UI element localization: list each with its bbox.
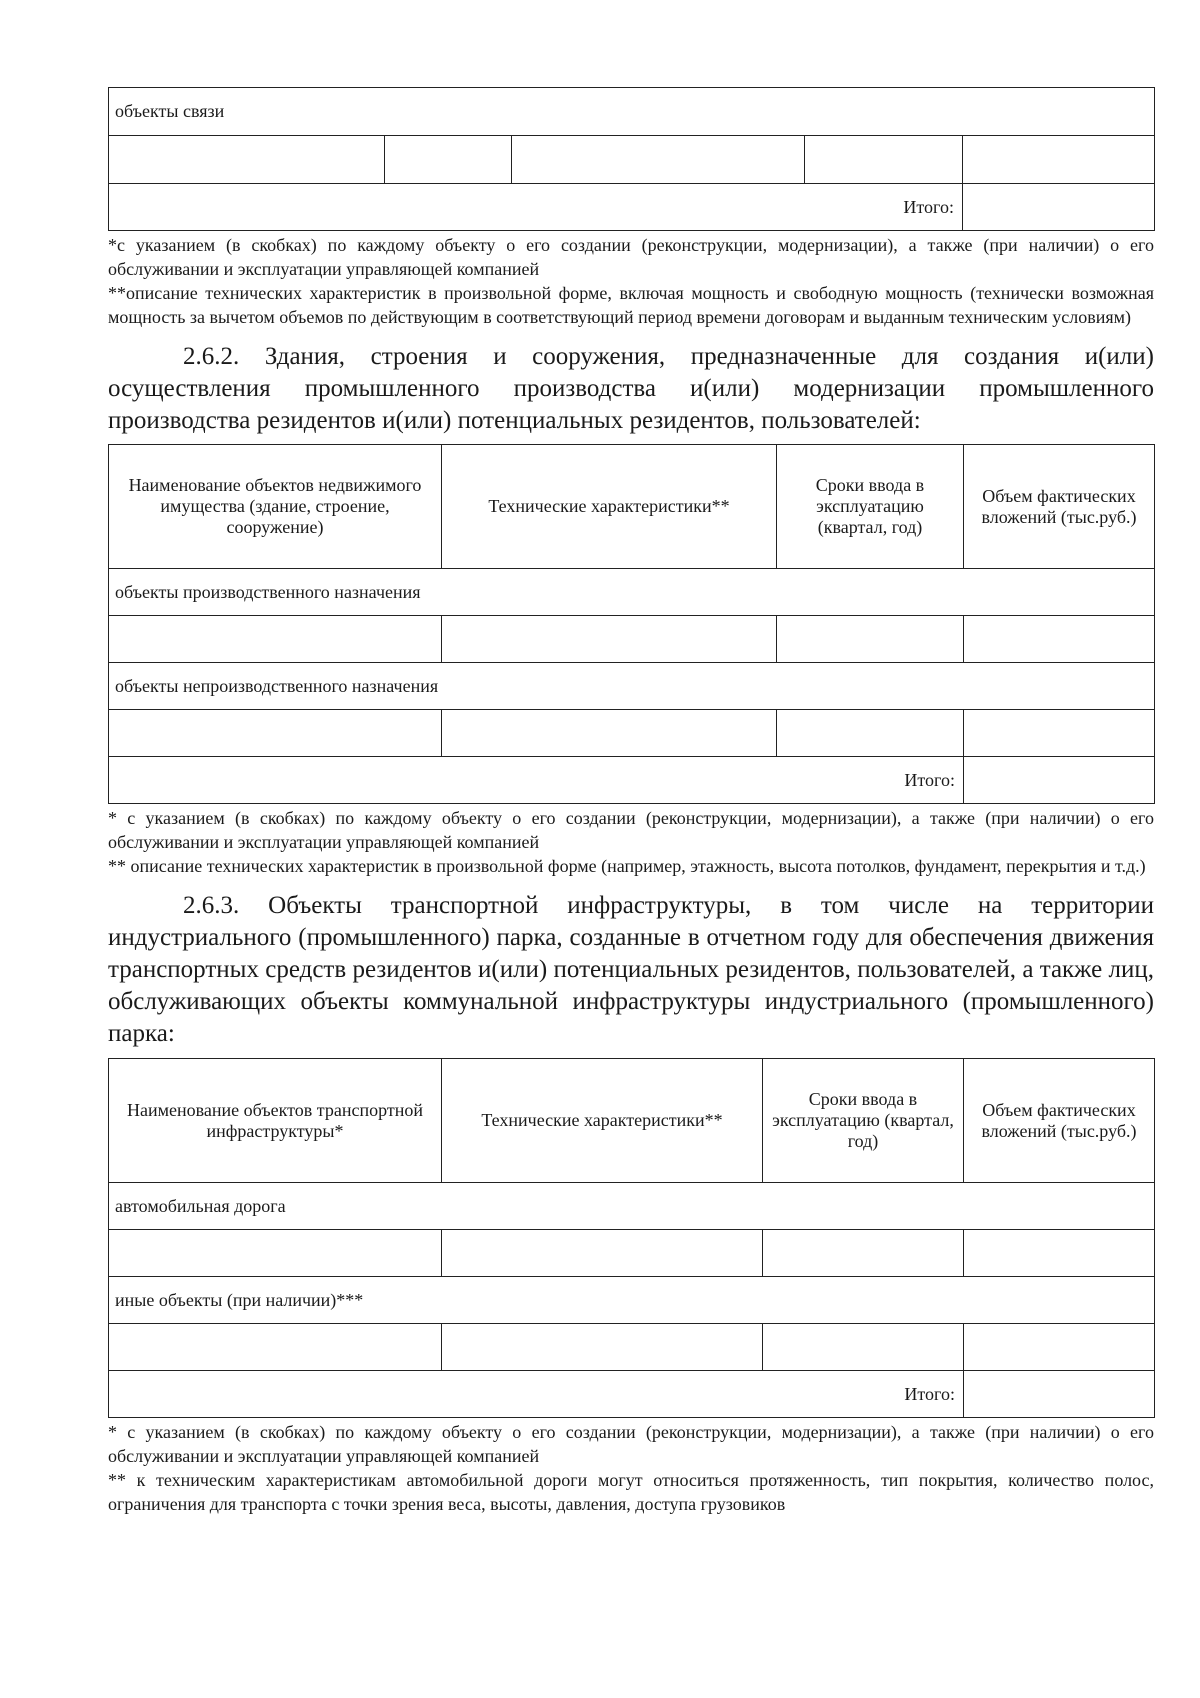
column-header: Наименование объектов недвижимого имущества (здание, строение, сооружение) — [109, 445, 442, 569]
buildings-table — [108, 444, 1155, 804]
table-cell[interactable] — [109, 136, 385, 184]
table-cell[interactable] — [442, 1230, 763, 1277]
table-cell[interactable] — [964, 710, 1155, 757]
table-cell[interactable] — [964, 1324, 1155, 1371]
table-row — [109, 569, 1155, 616]
column-header: Технические характеристики** — [442, 1059, 763, 1183]
table-cell[interactable] — [777, 616, 964, 663]
table-cell[interactable] — [385, 136, 512, 184]
table-row — [109, 663, 1155, 710]
footnote: * с указанием (в скобках) по каждому объекту о его создании (реконструкции, модернизации), а также (при наличии) о его обслуживании и эксплуатации управляющей компанией — [108, 808, 1154, 852]
communication-objects-table — [108, 87, 1155, 231]
table-cell[interactable] — [109, 1324, 442, 1371]
table-row — [109, 88, 1155, 136]
total-value-cell[interactable] — [964, 1371, 1155, 1418]
table-row — [109, 1324, 1155, 1371]
footnote: ** описание технических характеристик в произвольной форме (например, этажность, высота потолков, фундамент, перекрытия и т.д.) — [108, 856, 1146, 876]
footnotes-block-3 — [108, 1420, 1154, 1516]
total-value-cell[interactable] — [964, 757, 1155, 804]
total-label: Итого: — [109, 184, 963, 231]
total-row — [109, 1371, 1155, 1418]
total-row — [109, 184, 1155, 231]
total-value-cell[interactable] — [963, 184, 1155, 231]
category-label: автомобильная дорога — [109, 1183, 1155, 1230]
table-cell[interactable] — [763, 1230, 964, 1277]
table-cell[interactable] — [442, 1324, 763, 1371]
column-header: Объем фактических вложений (тыс.руб.) — [964, 1059, 1155, 1183]
table-cell[interactable] — [442, 616, 777, 663]
category-label: иные объекты (при наличии)*** — [109, 1277, 1155, 1324]
table-row — [109, 1230, 1155, 1277]
table-header-row — [109, 1059, 1155, 1183]
transport-infrastructure-table — [108, 1058, 1155, 1418]
category-label: объекты производственного назначения — [109, 569, 1155, 616]
table-cell[interactable] — [963, 136, 1155, 184]
column-header: Технические характеристики** — [442, 445, 777, 569]
table-cell[interactable] — [763, 1324, 964, 1371]
table-cell[interactable] — [109, 710, 442, 757]
footnotes-block-2 — [108, 806, 1154, 878]
table-row — [109, 616, 1155, 663]
footnote: *с указанием (в скобках) по каждому объекту о его создании (реконструкции, модернизации), а также (при наличии) о его обслуживании и эксплуатации управляющей компанией — [108, 235, 1154, 279]
table-cell[interactable] — [109, 616, 442, 663]
footnote: **описание технических характеристик в произвольной форме, включая мощность и свободную мощность (технически возможная мощность за вычетом объемов по действующим в соответствующий период времени договорам и выданным техническим условиям) — [108, 283, 1154, 327]
total-row — [109, 757, 1155, 804]
table-header-row — [109, 445, 1155, 569]
column-header: Объем фактических вложений (тыс.руб.) — [964, 445, 1155, 569]
footnotes-block-1 — [108, 233, 1154, 329]
footnote: * с указанием (в скобках) по каждому объекту о его создании (реконструкции, модернизации), а также (при наличии) о его обслуживании и эксплуатации управляющей компанией — [108, 1422, 1154, 1466]
category-label: объекты непроизводственного назначения — [109, 663, 1155, 710]
category-label: объекты связи — [109, 88, 1155, 136]
section-2-6-3-text: 2.6.3. Объекты транспортной инфраструктуры, в том числе на территории индустриального (промышленного) парка, созданные в отчетном году для обеспечения движения транспортных средств резидентов и(или) потенциальных резидентов, пользователей, а также лиц, обслуживающих объекты коммунальной инфраструктуры индустриального (промышленного) парка: — [108, 892, 1154, 1047]
column-header: Сроки ввода в эксплуатацию (квартал, год) — [777, 445, 964, 569]
section-2-6-2-text: 2.6.2. Здания, строения и сооружения, предназначенные для создания и(или) осуществления промышленного производства и(или) модернизации промышленного производства резидентов и(или) потенциальных резидентов, пользователей: — [108, 343, 1154, 434]
table-row — [109, 1183, 1155, 1230]
table-cell[interactable] — [512, 136, 805, 184]
table-cell[interactable] — [777, 710, 964, 757]
footnote: ** к техническим характеристикам автомобильной дороги могут относиться протяженность, тип покрытия, количество полос, ограничения для транспорта с точки зрения веса, высоты, давления, доступа грузовиков — [108, 1470, 1154, 1514]
table-row — [109, 1277, 1155, 1324]
total-label: Итого: — [109, 1371, 964, 1418]
column-header: Наименование объектов транспортной инфраструктуры* — [109, 1059, 442, 1183]
table-cell[interactable] — [109, 1230, 442, 1277]
table-row — [109, 136, 1155, 184]
document-page — [108, 87, 1154, 1516]
table-cell[interactable] — [964, 1230, 1155, 1277]
column-header: Сроки ввода в эксплуатацию (квартал, год) — [763, 1059, 964, 1183]
table-row — [109, 710, 1155, 757]
table-cell[interactable] — [805, 136, 963, 184]
total-label: Итого: — [109, 757, 964, 804]
table-cell[interactable] — [964, 616, 1155, 663]
table-cell[interactable] — [442, 710, 777, 757]
